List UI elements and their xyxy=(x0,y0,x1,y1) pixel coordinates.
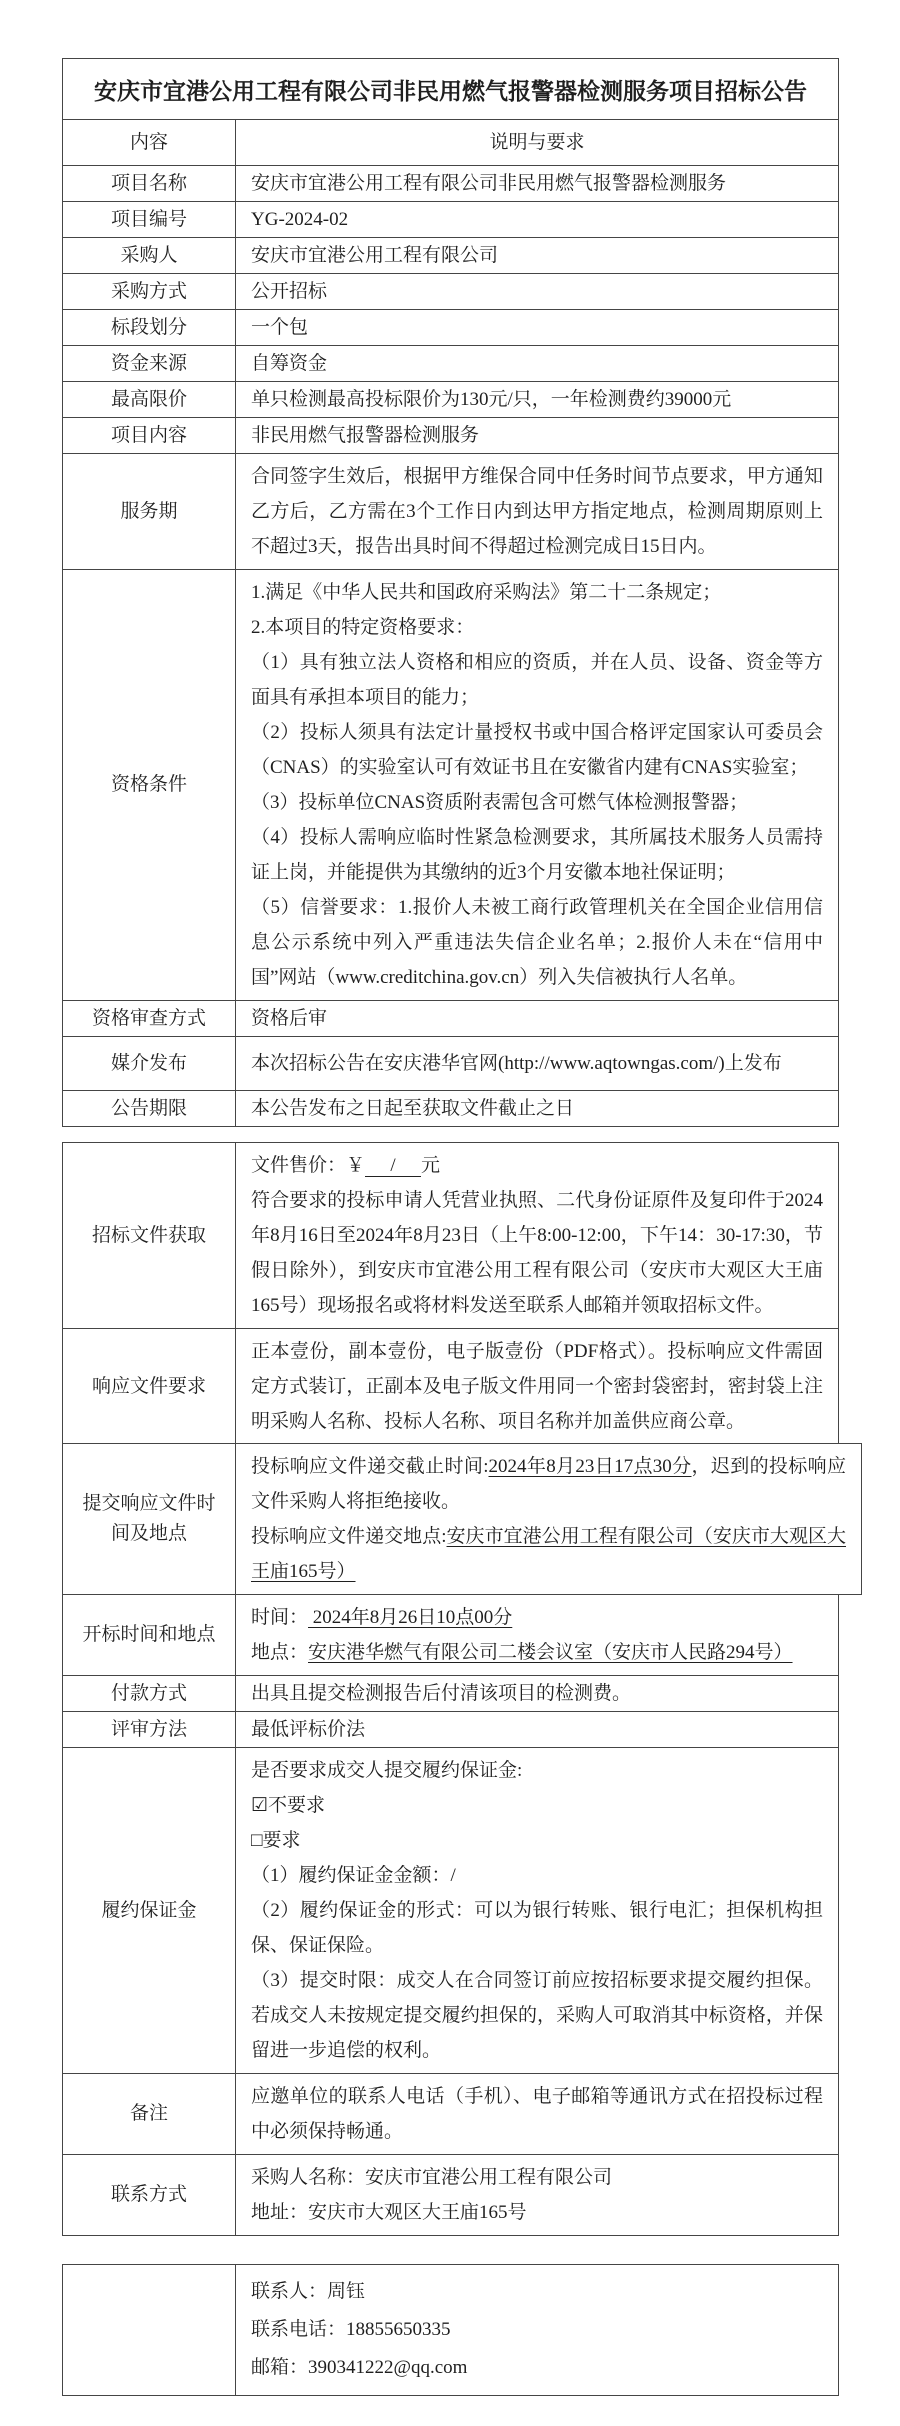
performance-bond-paragraph: （3）提交时限：成交人在合同签订前应按招标要求提交履约担保。若成交人未按规定提交履约担保的，采购人可取消其中标资格，并保留进一步追偿的权利。 xyxy=(251,1970,823,2061)
qualification-paragraph: （3）投标单位CNAS资质附表需包含可燃气体检测报警器； xyxy=(251,792,749,813)
row-response-requirements xyxy=(63,1328,838,1444)
row-label: 公告期限 xyxy=(63,1091,236,1126)
table-gap xyxy=(62,1127,900,1142)
row-label: 付款方式 xyxy=(63,1676,236,1711)
row-value: 出具且提交检测报告后付清该项目的检测费。 xyxy=(251,1683,632,1704)
row-label: 项目名称 xyxy=(63,166,236,201)
row-label: 联系方式 xyxy=(63,2155,236,2235)
doc-price-line xyxy=(251,1148,823,1183)
row-payment-method xyxy=(63,1675,838,1711)
row-doc-obtain xyxy=(63,1143,838,1328)
response-requirements-text: 正本壹份，副本壹份，电子版壹份（PDF格式）。投标响应文件需固定方式装订，正副本及电子版文件用同一个密封袋密封，密封袋上注明采购人名称、投标人名称、项目名称并加盖供应商公章。 xyxy=(251,1341,823,1432)
row-value: 安庆市宜港公用工程有限公司 xyxy=(251,245,499,266)
row-label: 开标时间和地点 xyxy=(63,1595,236,1675)
row-value: 非民用燃气报警器检测服务 xyxy=(251,425,480,446)
row-bid-opening xyxy=(63,1594,838,1675)
title-row xyxy=(63,59,838,119)
row-project-number xyxy=(63,201,838,237)
bid-opening-time-prefix: 时间： xyxy=(251,1607,309,1628)
row-label: 提交响应文件时间及地点 xyxy=(63,1444,236,1594)
row-remarks xyxy=(63,2073,838,2154)
row-media-release xyxy=(63,1036,838,1090)
doc-price-prefix: 文件售价：￥ xyxy=(251,1155,366,1176)
bid-opening-place-prefix: 地点： xyxy=(251,1642,309,1663)
bid-opening-place-value: 安庆港华燃气有限公司二楼会议室（安庆市人民路294号） xyxy=(308,1642,793,1663)
performance-bond-paragraph: （1）履约保证金金额：/ xyxy=(251,1865,456,1886)
row-funding-source xyxy=(63,345,838,381)
contact-phone-line: 联系电话：18855650335 xyxy=(251,2319,451,2340)
row-value: 最低评标价法 xyxy=(251,1719,366,1740)
submission-deadline-line xyxy=(251,1449,846,1519)
purchaser-address-line: 地址：安庆市大观区大王庙165号 xyxy=(251,2202,527,2223)
row-procurement-method xyxy=(63,273,838,309)
bid-opening-place-line xyxy=(251,1635,823,1670)
row-label: 资格审查方式 xyxy=(63,1001,236,1036)
row-value: 本公告发布之日起至获取文件截止之日 xyxy=(251,1098,575,1119)
bid-opening-time-line xyxy=(251,1600,823,1635)
contact-email-line: 邮箱：390341222@qq.com xyxy=(251,2357,468,2378)
row-value: 资格后审 xyxy=(251,1008,328,1029)
row-label: 项目内容 xyxy=(63,418,236,453)
row-value: 一个包 xyxy=(251,317,309,338)
doc-obtain-text: 符合要求的投标申请人凭营业执照、二代身份证原件及复印件于2024年8月16日至2024年8月23日（上午8:00-12:00，下午14：30-17:30，节假日除外），到安庆市宜港公用工程有限公司（安庆市大观区大王庙165号）现场报名或将材料发送至联系人邮箱并领取招标文件。 xyxy=(251,1190,823,1316)
row-project-content xyxy=(63,417,838,453)
bid-procedure-table xyxy=(62,1142,846,2236)
contact-person-line: 联系人：周钰 xyxy=(251,2281,366,2302)
row-label: 评审方法 xyxy=(63,1712,236,1747)
row-label: 采购人 xyxy=(63,238,236,273)
header-description-col: 说明与要求 xyxy=(489,132,585,153)
row-label: 响应文件要求 xyxy=(63,1329,236,1444)
row-label: 最高限价 xyxy=(63,382,236,417)
row-contact-person xyxy=(63,2265,838,2395)
submission-deadline-prefix: 投标响应文件递交截止时间: xyxy=(251,1456,489,1477)
row-label: 标段划分 xyxy=(63,310,236,345)
media-release-text: 本次招标公告在安庆港华官网(http://www.aqtowngas.com/)上发布 xyxy=(251,1053,782,1074)
row-label: 采购方式 xyxy=(63,274,236,309)
row-label: 项目编号 xyxy=(63,202,236,237)
row-label: 备注 xyxy=(63,2074,236,2154)
remarks-text: 应邀单位的联系人电话（手机）、电子邮箱等通讯方式在招投标过程中必须保持畅通。 xyxy=(251,2086,823,2142)
row-label: 资格条件 xyxy=(63,570,236,1000)
row-label: 资金来源 xyxy=(63,346,236,381)
submission-deadline-suffix: ，迟到的投标响应文件采购人将拒绝接收。 xyxy=(251,1456,846,1512)
qualification-paragraph: 1.满足《中华人民共和国政府采购法》第二十二条规定； xyxy=(251,582,722,603)
row-performance-bond xyxy=(63,1747,838,2073)
purchaser-name-line: 采购人名称：安庆市宜港公用工程有限公司 xyxy=(251,2167,613,2188)
row-contact-method xyxy=(63,2154,838,2235)
row-review-method xyxy=(63,1000,838,1036)
row-project-name xyxy=(63,165,838,201)
header-content-col: 内容 xyxy=(63,120,236,165)
table-gap xyxy=(62,2236,900,2264)
qualification-paragraph: （4）投标人需响应临时性紧急检测要求，其所属技术服务人员需持证上岗，并能提供为其缴纳的近3个月安徽本地社保证明； xyxy=(251,827,823,883)
contact-table xyxy=(62,2264,839,2396)
submission-place-prefix: 投标响应文件递交地点: xyxy=(251,1526,447,1547)
doc-price-suffix: 元 xyxy=(421,1155,441,1176)
performance-bond-question: 是否要求成交人提交履约保证金: xyxy=(251,1760,523,1781)
submission-deadline-value: 2024年8月23日17点30分 xyxy=(488,1456,692,1477)
page-title: 安庆市宜港公用工程有限公司非民用燃气报警器检测服务项目招标公告 xyxy=(94,78,807,104)
row-purchaser xyxy=(63,237,838,273)
performance-bond-option-unchecked: □要求 xyxy=(251,1830,301,1851)
row-notice-period xyxy=(63,1090,838,1126)
row-value: 单只检测最高投标限价为130元/只，一年检测费约39000元 xyxy=(251,389,732,410)
qualification-paragraph: 2.本项目的特定资格要求： xyxy=(251,617,475,638)
row-value: 公开招标 xyxy=(251,281,328,302)
performance-bond-paragraph: （2）履约保证金的形式：可以为银行转账、银行电汇；担保机构担保、保证保险。 xyxy=(251,1900,823,1956)
submission-place-value: 安庆市宜港公用工程有限公司（安庆市大观区大王庙165号） xyxy=(251,1526,846,1582)
performance-bond-option-checked: ☑不要求 xyxy=(251,1795,326,1816)
qualification-paragraph: （5）信誉要求：1.报价人未被工商行政管理机关在全国企业信用信息公示系统中列入严重违法失信企业名单；2.报价人未在“信用中国”网站（www.creditchina.gov.cn）列入失信被执行人名单。 xyxy=(251,897,823,988)
row-label: 招标文件获取 xyxy=(63,1143,236,1328)
doc-price-blank: / xyxy=(365,1155,421,1177)
row-label: 履约保证金 xyxy=(63,1748,236,2073)
row-qualification xyxy=(63,569,838,1000)
row-service-period xyxy=(63,453,838,569)
bid-opening-time-value: 2024年8月26日10点00分 xyxy=(308,1607,513,1628)
header-row xyxy=(63,119,838,165)
row-label: 媒介发布 xyxy=(63,1037,236,1090)
empty-label-cell xyxy=(63,2265,236,2395)
row-value: 自筹资金 xyxy=(251,353,328,374)
row-lot-division xyxy=(63,309,838,345)
row-label: 服务期 xyxy=(63,454,236,569)
row-value: 安庆市宜港公用工程有限公司非民用燃气报警器检测服务 xyxy=(251,173,727,194)
qualification-paragraph: （2）投标人须具有法定计量授权书或中国合格评定国家认可委员会（CNAS）的实验室认可有效证书且在安徽省内建有CNAS实验室； xyxy=(251,722,823,778)
service-period-text: 合同签字生效后，根据甲方维保合同中任务时间节点要求，甲方通知乙方后，乙方需在3个工作日内到达甲方指定地点，检测周期原则上不超过3天，报告出具时间不得超过检测完成日15日内。 xyxy=(251,466,823,557)
qualification-paragraph: （1）具有独立法人资格和相应的资质，并在人员、设备、资金等方面具有承担本项目的能力； xyxy=(251,652,823,708)
submission-place-line xyxy=(251,1519,846,1589)
row-evaluation-method xyxy=(63,1711,838,1747)
row-value: YG-2024-02 xyxy=(251,209,349,230)
row-submission-time-place xyxy=(63,1443,862,1595)
row-max-price xyxy=(63,381,838,417)
tender-info-table xyxy=(62,58,839,1127)
